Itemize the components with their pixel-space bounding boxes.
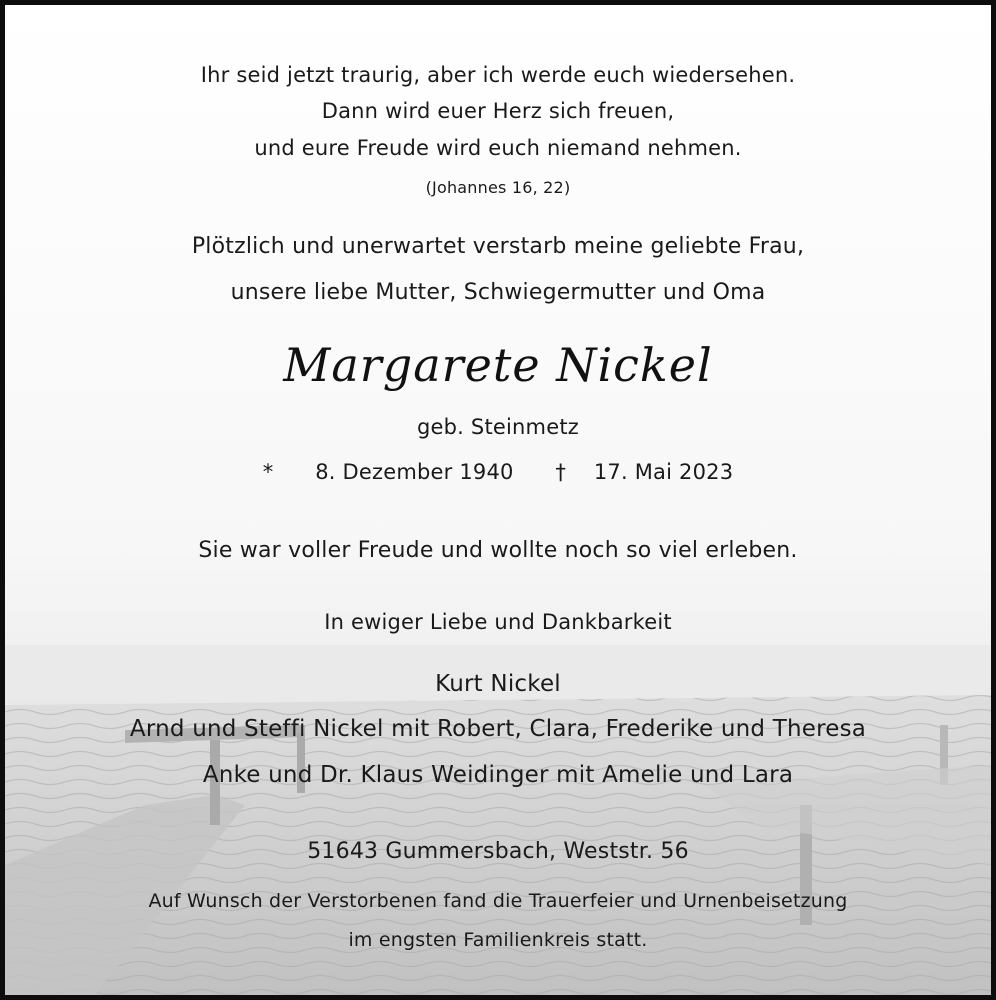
note-line-2: im engsten Familienkreis statt.	[348, 929, 648, 951]
intro-line-2: unsere liebe Mutter, Schwiegermutter und Oma	[230, 280, 766, 305]
verse-line-2: Dann wird euer Herz sich freuen,	[321, 99, 675, 123]
birth-date: 8. Dezember 1940	[315, 460, 514, 484]
family-line-2: Arnd und Steffi Nickel mit Robert, Clara, Frederike und Theresa	[129, 716, 867, 742]
birth-name: geb. Steinmetz	[417, 415, 579, 439]
note-line-1: Auf Wunsch der Verstorbenen fand die Trauerfeier und Urnenbeisetzung	[148, 890, 848, 912]
death-date: 17. Mai 2023	[593, 460, 734, 484]
memorial-quote: Sie war voller Freude und wollte noch so viel erleben.	[198, 538, 798, 563]
closing-line: In ewiger Liebe und Dankbarkeit	[324, 610, 672, 634]
verse-reference: (Johannes 16, 22)	[425, 178, 571, 197]
family-line-1: Kurt Nickel	[435, 671, 561, 697]
verse-line-1: Ihr seid jetzt traurig, aber ich werde euch wiedersehen.	[200, 63, 796, 87]
life-dates	[5, 460, 991, 484]
family-line-3: Anke und Dr. Klaus Weidinger mit Amelie und Lara	[202, 762, 794, 788]
birth-symbol: *	[262, 460, 274, 484]
death-symbol: †	[555, 460, 567, 484]
address: 51643 Gummersbach, Weststr. 56	[307, 839, 689, 864]
intro-line-1: Plötzlich und unerwartet verstarb meine geliebte Frau,	[191, 234, 805, 259]
deceased-name: Margarete Nickel	[283, 338, 713, 392]
verse-line-3: und eure Freude wird euch niemand nehmen.	[254, 136, 742, 160]
